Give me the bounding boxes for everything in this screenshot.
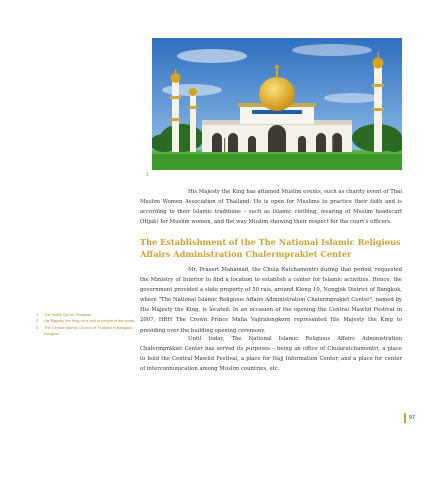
sidenote bbox=[36, 325, 136, 338]
intro-paragraph: His Majesty the King has attained Muslim events, such as charity event of Thai Muslim Women Association of Thailand. He is open for Muslims to practice their faith and is according to their Islamic traditions – such as Islamic clothing, wearing of Muslim headscarf (Hijab) for Muslim women, and the way Muslim showing their respect for the court's officers. bbox=[140, 189, 402, 226]
section-heading: The Establishment of the The National Islamic Religious Affairs Administration Chalermprakiet Center bbox=[140, 237, 401, 259]
sidenote-number: 2 bbox=[36, 318, 39, 324]
sidenote-text: The Noble Qur'an Textbook bbox=[44, 312, 92, 317]
sidenote-number: 1 bbox=[36, 312, 39, 317]
establishment-paragraph: Mr. Prasert Mahamad, the Chula Ratchamontri during that period, requested the Ministry of Interior to find a location to establish a center for Islamic activities. Hence, the government provided a state property of 50 rais, around Klong 10, Nongjok District of Bangkok, where "The National Islamic Religious Affairs Administration Chalermprakiet Center", named by His Majesty the King, is located. In an occasion of the opening the Central Mawlid Festival in 2007, HRH The Crown Prince Maha Vajiralongkorn represented His Majesty the King to presiding over the building opening ceremony. bbox=[140, 267, 402, 334]
sidenotes bbox=[36, 312, 136, 338]
page-number: 97 bbox=[404, 413, 415, 423]
present-day-paragraph: Until today, The National Islamic Religious Affairs Administration Chalermprakiet Center has served its purposes – being an office of Chularatchamontri, a place to hold the Central Mawlid Festival, a place for Hajj Information Center, and a place for center of interconnunication among Muslim countries, etc. bbox=[140, 336, 402, 373]
sidenote-number: 3 bbox=[36, 324, 39, 330]
sidenote-text: The Central Islamic Council of Thailand in Bangkok, Bangkok bbox=[44, 324, 134, 337]
photo-number: 1 bbox=[146, 172, 149, 178]
mosque-photo bbox=[152, 38, 402, 170]
sidenote-text: His Majesty the King on a visit to people in the south. bbox=[44, 318, 136, 324]
